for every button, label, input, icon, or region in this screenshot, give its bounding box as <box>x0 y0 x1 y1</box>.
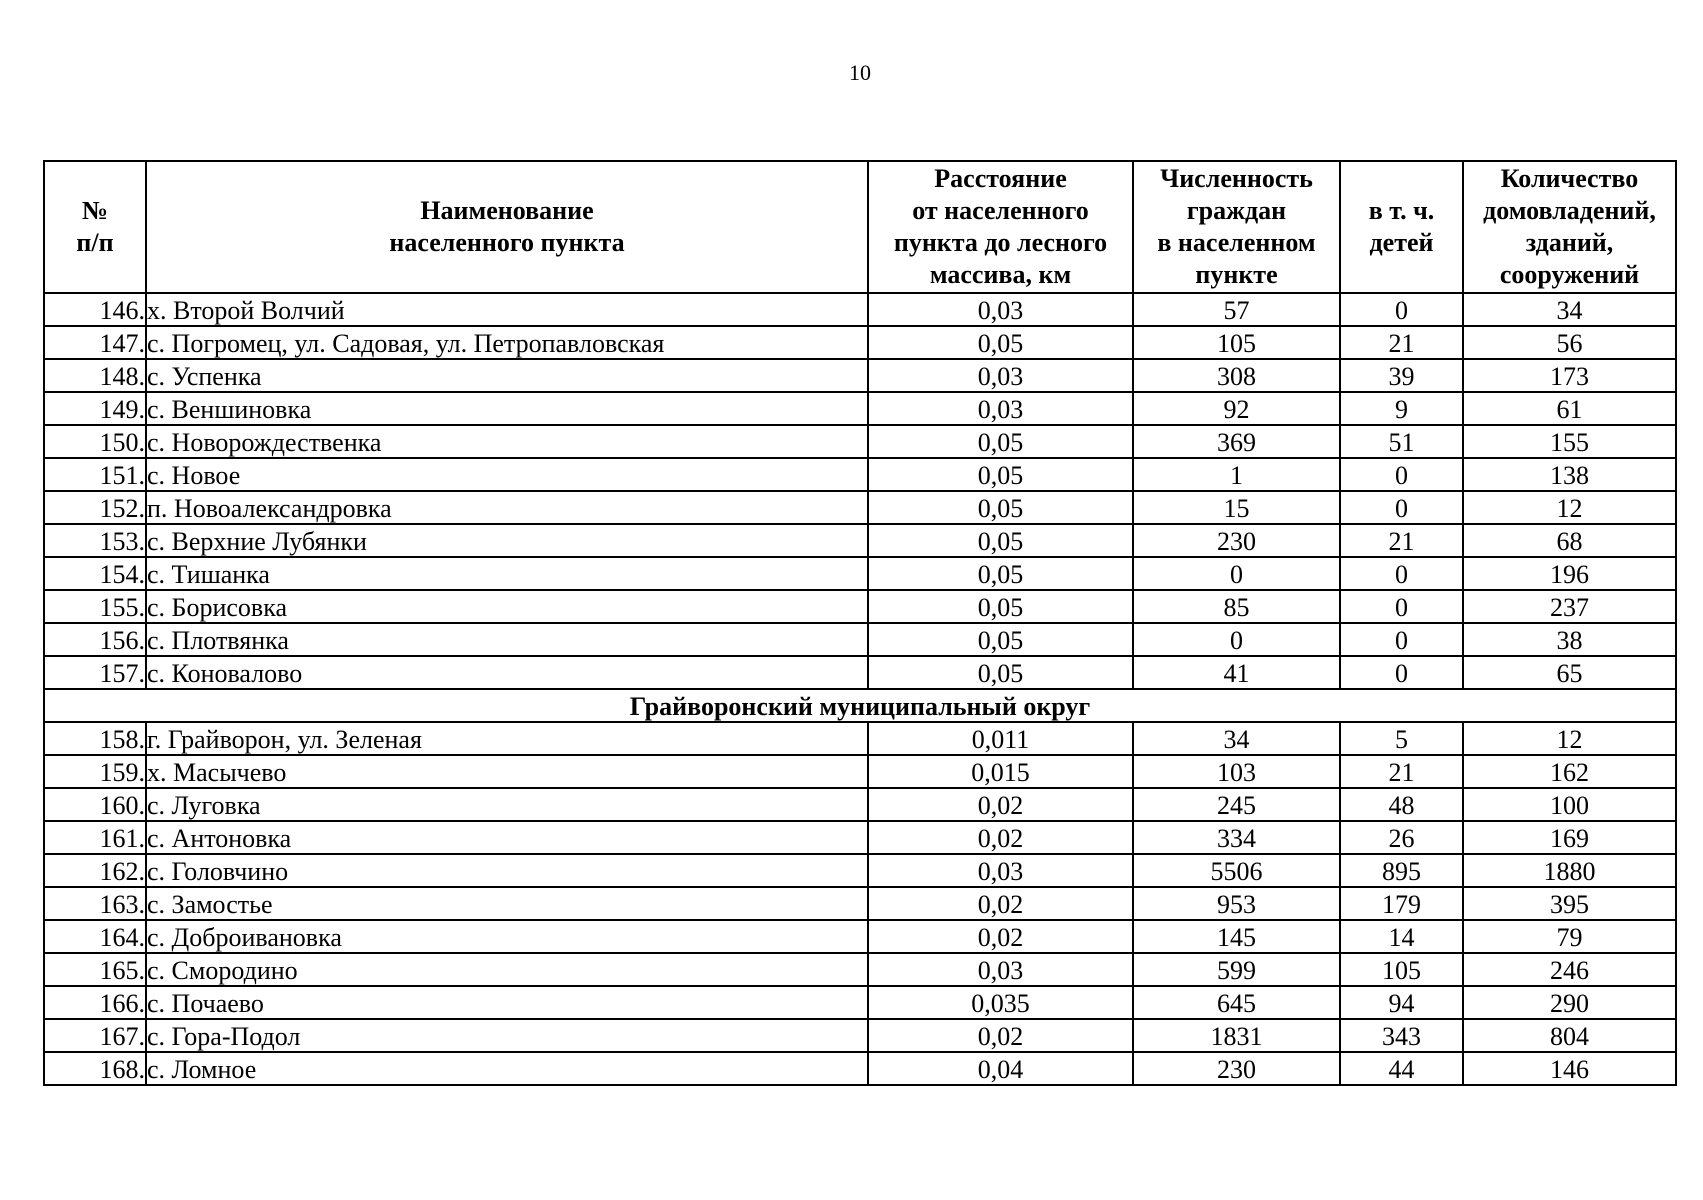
children-cell: 0 <box>1340 590 1463 623</box>
buildings-cell: 34 <box>1463 293 1676 326</box>
row-number: 153. <box>44 524 146 557</box>
table-row <box>44 590 1676 623</box>
population-cell: 308 <box>1133 359 1340 392</box>
population-cell: 230 <box>1133 1052 1340 1085</box>
children-cell: 0 <box>1340 293 1463 326</box>
settlement-name: с. Новорождественка <box>146 425 868 458</box>
table-row <box>44 557 1676 590</box>
table-row <box>44 887 1676 920</box>
settlement-name: с. Ломное <box>146 1052 868 1085</box>
buildings-cell: 155 <box>1463 425 1676 458</box>
distance-cell: 0,05 <box>868 524 1133 557</box>
row-number: 162. <box>44 854 146 887</box>
settlement-name: с. Коновалово <box>146 656 868 689</box>
settlements-table <box>43 160 1677 1086</box>
distance-cell: 0,05 <box>868 557 1133 590</box>
buildings-cell: 246 <box>1463 953 1676 986</box>
table-row <box>44 755 1676 788</box>
population-cell: 57 <box>1133 293 1340 326</box>
settlement-name: х. Второй Волчий <box>146 293 868 326</box>
children-cell: 179 <box>1340 887 1463 920</box>
buildings-cell: 79 <box>1463 920 1676 953</box>
distance-cell: 0,011 <box>868 722 1133 755</box>
children-cell: 21 <box>1340 755 1463 788</box>
population-cell: 92 <box>1133 392 1340 425</box>
table-row <box>44 821 1676 854</box>
children-cell: 14 <box>1340 920 1463 953</box>
row-number: 163. <box>44 887 146 920</box>
settlement-name: с. Борисовка <box>146 590 868 623</box>
population-cell: 953 <box>1133 887 1340 920</box>
distance-cell: 0,05 <box>868 491 1133 524</box>
table-row <box>44 854 1676 887</box>
table-row <box>44 425 1676 458</box>
buildings-cell: 38 <box>1463 623 1676 656</box>
buildings-cell: 169 <box>1463 821 1676 854</box>
distance-cell: 0,03 <box>868 293 1133 326</box>
settlement-name: х. Масычево <box>146 755 868 788</box>
children-cell: 21 <box>1340 524 1463 557</box>
distance-cell: 0,03 <box>868 953 1133 986</box>
children-cell: 9 <box>1340 392 1463 425</box>
header-cell: Количество домовладений, зданий, сооружений <box>1463 161 1676 293</box>
distance-cell: 0,05 <box>868 590 1133 623</box>
distance-cell: 0,02 <box>868 887 1133 920</box>
distance-cell: 0,03 <box>868 359 1133 392</box>
buildings-cell: 12 <box>1463 722 1676 755</box>
population-cell: 15 <box>1133 491 1340 524</box>
settlement-name: с. Почаево <box>146 986 868 1019</box>
row-number: 166. <box>44 986 146 1019</box>
population-cell: 230 <box>1133 524 1340 557</box>
settlement-name: с. Верхние Лубянки <box>146 524 868 557</box>
buildings-cell: 68 <box>1463 524 1676 557</box>
table-row <box>44 656 1676 689</box>
children-cell: 5 <box>1340 722 1463 755</box>
distance-cell: 0,02 <box>868 920 1133 953</box>
children-cell: 44 <box>1340 1052 1463 1085</box>
population-cell: 645 <box>1133 986 1340 1019</box>
settlement-name: п. Новоалександровка <box>146 491 868 524</box>
distance-cell: 0,015 <box>868 755 1133 788</box>
header-cell: № п/п <box>44 161 146 293</box>
buildings-cell: 56 <box>1463 326 1676 359</box>
children-cell: 0 <box>1340 491 1463 524</box>
children-cell: 94 <box>1340 986 1463 1019</box>
table-body <box>44 293 1676 1085</box>
children-cell: 105 <box>1340 953 1463 986</box>
distance-cell: 0,04 <box>868 1052 1133 1085</box>
buildings-cell: 173 <box>1463 359 1676 392</box>
row-number: 148. <box>44 359 146 392</box>
row-number: 157. <box>44 656 146 689</box>
children-cell: 26 <box>1340 821 1463 854</box>
table-row <box>44 623 1676 656</box>
population-cell: 5506 <box>1133 854 1340 887</box>
row-number: 168. <box>44 1052 146 1085</box>
row-number: 151. <box>44 458 146 491</box>
children-cell: 39 <box>1340 359 1463 392</box>
table-row <box>44 920 1676 953</box>
settlement-name: г. Грайворон, ул. Зеленая <box>146 722 868 755</box>
row-number: 149. <box>44 392 146 425</box>
settlement-name: с. Доброивановка <box>146 920 868 953</box>
distance-cell: 0,05 <box>868 623 1133 656</box>
table-row <box>44 491 1676 524</box>
distance-cell: 0,02 <box>868 821 1133 854</box>
distance-cell: 0,035 <box>868 986 1133 1019</box>
population-cell: 34 <box>1133 722 1340 755</box>
row-number: 167. <box>44 1019 146 1052</box>
row-number: 159. <box>44 755 146 788</box>
population-cell: 1 <box>1133 458 1340 491</box>
children-cell: 0 <box>1340 557 1463 590</box>
children-cell: 21 <box>1340 326 1463 359</box>
table-row <box>44 392 1676 425</box>
row-number: 156. <box>44 623 146 656</box>
row-number: 152. <box>44 491 146 524</box>
distance-cell: 0,02 <box>868 788 1133 821</box>
buildings-cell: 804 <box>1463 1019 1676 1052</box>
settlement-name: с. Успенка <box>146 359 868 392</box>
table-row <box>44 293 1676 326</box>
children-cell: 895 <box>1340 854 1463 887</box>
section-title: Грайворонский муниципальный округ <box>44 689 1676 722</box>
distance-cell: 0,03 <box>868 392 1133 425</box>
children-cell: 0 <box>1340 623 1463 656</box>
population-cell: 0 <box>1133 623 1340 656</box>
population-cell: 599 <box>1133 953 1340 986</box>
table-row <box>44 722 1676 755</box>
buildings-cell: 237 <box>1463 590 1676 623</box>
settlement-name: с. Антоновка <box>146 821 868 854</box>
population-cell: 145 <box>1133 920 1340 953</box>
children-cell: 0 <box>1340 656 1463 689</box>
row-number: 147. <box>44 326 146 359</box>
row-number: 165. <box>44 953 146 986</box>
row-number: 146. <box>44 293 146 326</box>
row-number: 164. <box>44 920 146 953</box>
population-cell: 245 <box>1133 788 1340 821</box>
population-cell: 1831 <box>1133 1019 1340 1052</box>
buildings-cell: 146 <box>1463 1052 1676 1085</box>
children-cell: 48 <box>1340 788 1463 821</box>
header-cell: в т. ч. детей <box>1340 161 1463 293</box>
table-row <box>44 359 1676 392</box>
buildings-cell: 162 <box>1463 755 1676 788</box>
buildings-cell: 138 <box>1463 458 1676 491</box>
settlement-name: с. Новое <box>146 458 868 491</box>
children-cell: 343 <box>1340 1019 1463 1052</box>
settlement-name: с. Плотвянка <box>146 623 868 656</box>
table-row <box>44 524 1676 557</box>
settlement-name: с. Смородино <box>146 953 868 986</box>
population-cell: 85 <box>1133 590 1340 623</box>
distance-cell: 0,05 <box>868 458 1133 491</box>
table-row <box>44 953 1676 986</box>
children-cell: 51 <box>1340 425 1463 458</box>
buildings-cell: 1880 <box>1463 854 1676 887</box>
table-row <box>44 1052 1676 1085</box>
settlement-name: с. Веншиновка <box>146 392 868 425</box>
table-header <box>44 161 1676 293</box>
settlement-name: с. Луговка <box>146 788 868 821</box>
population-cell: 0 <box>1133 557 1340 590</box>
buildings-cell: 196 <box>1463 557 1676 590</box>
header-cell: Расстояние от населенного пункта до лесного массива, км <box>868 161 1133 293</box>
row-number: 155. <box>44 590 146 623</box>
table-row <box>44 326 1676 359</box>
buildings-cell: 61 <box>1463 392 1676 425</box>
settlement-name: с. Замостье <box>146 887 868 920</box>
population-cell: 105 <box>1133 326 1340 359</box>
row-number: 150. <box>44 425 146 458</box>
header-cell: Наименование населенного пункта <box>146 161 868 293</box>
page-number: 10 <box>849 60 871 85</box>
population-cell: 334 <box>1133 821 1340 854</box>
population-cell: 41 <box>1133 656 1340 689</box>
table-row <box>44 788 1676 821</box>
buildings-cell: 100 <box>1463 788 1676 821</box>
row-number: 158. <box>44 722 146 755</box>
buildings-cell: 290 <box>1463 986 1676 1019</box>
row-number: 160. <box>44 788 146 821</box>
settlement-name: с. Головчино <box>146 854 868 887</box>
table-row <box>44 458 1676 491</box>
population-cell: 103 <box>1133 755 1340 788</box>
table-row <box>44 1019 1676 1052</box>
buildings-cell: 65 <box>1463 656 1676 689</box>
settlement-name: с. Гора-Подол <box>146 1019 868 1052</box>
section-row <box>44 689 1676 722</box>
buildings-cell: 395 <box>1463 887 1676 920</box>
row-number: 161. <box>44 821 146 854</box>
distance-cell: 0,03 <box>868 854 1133 887</box>
population-cell: 369 <box>1133 425 1340 458</box>
children-cell: 0 <box>1340 458 1463 491</box>
distance-cell: 0,02 <box>868 1019 1133 1052</box>
distance-cell: 0,05 <box>868 326 1133 359</box>
table-row <box>44 986 1676 1019</box>
settlement-name: с. Погромец, ул. Садовая, ул. Петропавловская <box>146 326 868 359</box>
distance-cell: 0,05 <box>868 656 1133 689</box>
distance-cell: 0,05 <box>868 425 1133 458</box>
settlement-name: с. Тишанка <box>146 557 868 590</box>
buildings-cell: 12 <box>1463 491 1676 524</box>
row-number: 154. <box>44 557 146 590</box>
header-cell: Численность граждан в населенном пункте <box>1133 161 1340 293</box>
